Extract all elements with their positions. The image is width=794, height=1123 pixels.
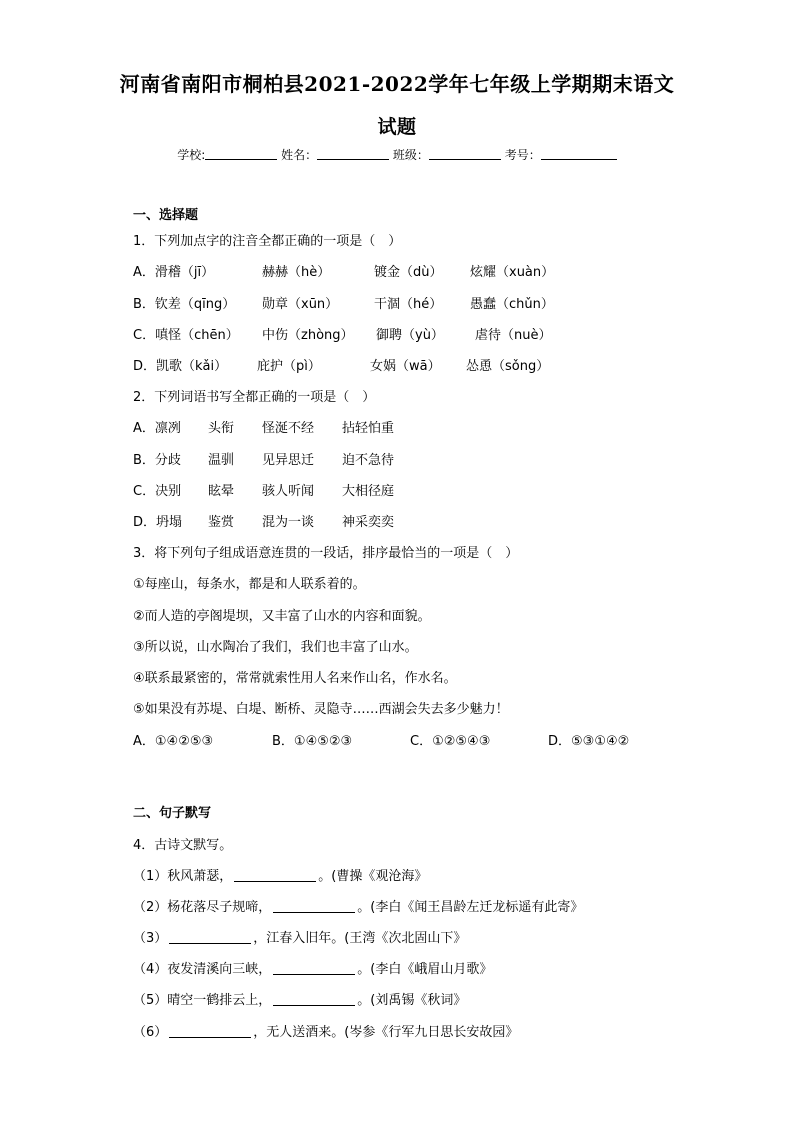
q1-option-c2: 中伤（zhòng） xyxy=(262,328,354,343)
q3-sentence-4: ④联系最紧密的，常常就索性用人名来作山名，作水名。 xyxy=(133,671,457,686)
q3-option-a: A．①④②⑤③ xyxy=(133,734,214,749)
q4-item-3-pre: （3） xyxy=(133,931,168,946)
q1-option-c3: 御聘（yù） xyxy=(376,328,444,343)
section1-heading: 一、选择题 xyxy=(133,208,199,223)
q4-item-2 xyxy=(133,900,583,916)
q4-item-3 xyxy=(133,931,466,947)
student-info-row xyxy=(0,146,794,163)
q4-item-1-post: 。(曹操《观沧海》 xyxy=(318,869,428,884)
q1-option-c1: C．嗔怪（chēn） xyxy=(133,328,239,343)
q4-item-2-pre: （2）杨花落尽子规啼， xyxy=(133,900,272,915)
q1-option-d4: 怂恿（sǒng） xyxy=(466,359,550,374)
q3-option-c: C．①②⑤④③ xyxy=(410,734,491,749)
school-blank[interactable] xyxy=(205,147,277,160)
q2-option-d4: 神采奕奕 xyxy=(342,515,395,530)
q3-option-b: B．①④⑤②③ xyxy=(272,734,353,749)
class-blank[interactable] xyxy=(429,147,501,160)
q1-option-a4: 炫耀（xuàn） xyxy=(470,265,555,280)
q3-sentence-1: ①每座山，每条水，都是和人联系着的。 xyxy=(133,577,366,592)
q2-option-d1: D．坍塌 xyxy=(133,515,183,530)
q1-option-a2: 赫赫（hè） xyxy=(262,265,331,280)
q1-option-b3: 干涸（hé） xyxy=(374,297,443,312)
q2-option-a1: A．凛冽 xyxy=(133,421,181,436)
q4-item-6-pre: （6） xyxy=(133,1025,168,1040)
q4-item-4-blank[interactable] xyxy=(273,962,355,975)
q1-stem: 1．下列加点字的注音全都正确的一项是（ ） xyxy=(133,234,402,249)
exam-title-line2: 试题 xyxy=(377,116,417,138)
section2-heading: 二、句子默写 xyxy=(133,806,212,821)
q4-item-6 xyxy=(133,1025,518,1041)
name-label: 姓名： xyxy=(281,148,318,162)
q4-item-5-post: 。(刘禹锡《秋词》 xyxy=(357,993,467,1008)
q2-option-c2: 眩晕 xyxy=(208,484,235,499)
q4-item-4 xyxy=(133,962,492,978)
q4-item-3-blank[interactable] xyxy=(169,931,251,944)
q3-sentence-3: ③所以说，山水陶冶了我们，我们也丰富了山水。 xyxy=(133,640,418,655)
q2-option-a2: 头衔 xyxy=(208,421,235,436)
q1-option-b1: B．钦差（qīng） xyxy=(133,297,236,312)
q1-option-a3: 镀金（dù） xyxy=(374,265,443,280)
q2-option-b3: 见异思迁 xyxy=(262,453,315,468)
q4-item-1-pre: （1）秋风萧瑟， xyxy=(133,869,233,884)
q2-option-c3: 骇人听闻 xyxy=(262,484,315,499)
q1-option-a1: A．滑稽（jī） xyxy=(133,265,215,280)
q4-item-5-pre: （5）晴空一鹤排云上， xyxy=(133,993,272,1008)
q2-stem: 2．下列词语书写全都正确的一项是（ ） xyxy=(133,390,376,405)
q4-stem: 4．古诗文默写。 xyxy=(133,838,233,853)
q1-option-d1: D．凯歌（kǎi） xyxy=(133,359,228,374)
q4-item-2-post: 。(李白《闻王昌龄左迁龙标遥有此寄》 xyxy=(357,900,584,915)
q4-item-6-post: ，无人送酒来。(岑参《行军九日思长安故园》 xyxy=(253,1025,519,1040)
name-blank[interactable] xyxy=(317,147,389,160)
q2-option-d3: 混为一谈 xyxy=(262,515,315,530)
q3-stem: 3．将下列句子组成语意连贯的一段话，排序最恰当的一项是（ ） xyxy=(133,546,519,561)
number-label: 考号： xyxy=(504,148,541,162)
q1-option-d3: 女娲（wā） xyxy=(370,359,441,374)
q4-item-3-post: ，江春入旧年。(王湾《次北固山下》 xyxy=(253,931,467,946)
q1-option-c4: 虐待（nuè） xyxy=(475,328,552,343)
school-label: 学校: xyxy=(177,148,206,162)
q2-option-c4: 大相径庭 xyxy=(342,484,395,499)
q2-option-b2: 温驯 xyxy=(208,453,235,468)
q4-item-4-pre: （4）夜发清溪向三峡， xyxy=(133,962,272,977)
q4-item-1-blank[interactable] xyxy=(234,869,316,882)
q4-item-6-blank[interactable] xyxy=(169,1025,251,1038)
q1-option-b2: 勋章（xūn） xyxy=(262,297,339,312)
q2-option-b4: 迫不急待 xyxy=(342,453,395,468)
q4-item-4-post: 。(李白《峨眉山月歌》 xyxy=(357,962,493,977)
q3-sentence-5: ⑤如果没有苏堤、白堤、断桥、灵隐寺……西湖会失去多少魅力！ xyxy=(133,702,509,717)
q4-item-5-blank[interactable] xyxy=(273,993,355,1006)
q1-option-d2: 庇护（pì） xyxy=(257,359,321,374)
q2-option-a3: 怪涎不经 xyxy=(262,421,315,436)
q2-option-c1: C．决别 xyxy=(133,484,182,499)
q4-item-2-blank[interactable] xyxy=(273,900,355,913)
q2-option-a4: 拈轻怕重 xyxy=(342,421,395,436)
number-blank[interactable] xyxy=(541,147,617,160)
class-label: 班级： xyxy=(392,148,429,162)
q3-sentence-2: ②而人造的亭阁堤坝，又丰富了山水的内容和面貌。 xyxy=(133,609,431,624)
exam-title-line1: 河南省南阳市桐柏县2021-2022学年七年级上学期期末语文 xyxy=(119,72,675,96)
q4-item-1 xyxy=(133,869,427,885)
q2-option-b1: B．分歧 xyxy=(133,453,181,468)
q2-option-d2: 鉴赏 xyxy=(208,515,235,530)
q4-item-5 xyxy=(133,993,466,1009)
q1-option-b4: 愚蠢（chǔn） xyxy=(470,297,554,312)
q3-option-d: D．⑤③①④② xyxy=(548,734,630,749)
